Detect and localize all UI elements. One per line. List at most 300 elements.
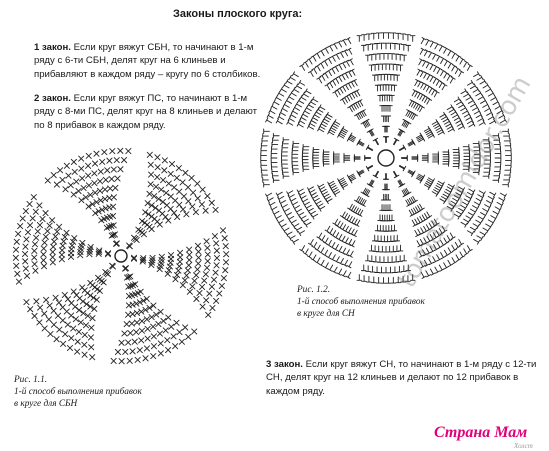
stitch-symbol <box>16 231 21 236</box>
stitch-symbol <box>470 102 476 107</box>
stitch-symbol <box>79 166 84 171</box>
stitch-symbol <box>223 244 228 249</box>
law-2-text: Если круг вяжут ПС, то начинают в 1-м ряду с 8-ми ПС, делят круг на 8 клиньев и делают по 8 прибавок в каждом ряду. <box>34 93 258 131</box>
stitch-symbol <box>58 168 63 173</box>
stitch-symbol <box>295 209 301 214</box>
stitch-symbol <box>427 74 432 80</box>
stitch-symbol <box>390 257 395 263</box>
stitch-symbol <box>86 183 91 188</box>
stitch-symbol <box>155 175 160 180</box>
law-1-label: 1 закон. <box>34 42 71 53</box>
stitch-symbol <box>15 271 20 276</box>
figure-1-caption-line1: 1-й способ выполнения прибавок <box>14 387 142 397</box>
stitch-symbol <box>292 156 298 161</box>
stitch-symbol <box>388 267 393 273</box>
stitch-symbol <box>97 288 102 293</box>
stitch-symbol <box>263 178 269 183</box>
stitch-symbol <box>47 223 52 228</box>
stitch-symbol <box>221 276 226 281</box>
stitch-symbol <box>369 245 374 251</box>
stitch-symbol <box>303 249 308 255</box>
stitch-symbol <box>43 234 48 239</box>
stitch-symbol <box>165 338 170 343</box>
stitch-symbol <box>179 339 184 344</box>
stitch-symbol <box>348 251 353 257</box>
stitch-symbol <box>206 312 211 317</box>
stitch-symbol <box>367 34 372 40</box>
stitch-symbol <box>483 103 489 108</box>
stitch-symbol <box>213 270 218 275</box>
stitch-symbol <box>47 303 52 308</box>
stitch-symbol <box>292 163 298 168</box>
stitch-symbol <box>175 214 180 219</box>
stitch-symbol <box>323 157 329 162</box>
stitch-symbol <box>323 72 328 78</box>
stitch-symbol <box>37 203 42 208</box>
stitch-symbol <box>111 204 116 209</box>
stitch-symbol <box>313 164 319 169</box>
stitch-symbol <box>61 239 66 244</box>
stitch-symbol <box>337 235 342 241</box>
stitch-symbol <box>323 250 328 256</box>
stitch-symbol <box>311 255 316 261</box>
stitch-symbol <box>75 339 80 344</box>
stitch-symbol <box>328 81 333 87</box>
stitch-symbol <box>392 75 397 81</box>
stitch-symbol <box>365 156 371 161</box>
stitch-symbol <box>191 190 196 195</box>
stitch-symbol <box>32 313 37 318</box>
stitch-symbol <box>57 327 62 332</box>
stitch-symbol <box>331 79 336 85</box>
stitch-symbol <box>340 74 345 80</box>
stitch-symbol <box>169 161 174 166</box>
stitch-symbol <box>378 95 383 101</box>
stitch-symbol <box>381 85 386 91</box>
stitch-symbol <box>41 246 46 251</box>
stitch-symbol <box>189 175 194 180</box>
stitch-symbol <box>292 148 298 153</box>
stitch-symbol <box>23 209 28 214</box>
stitch-symbol <box>410 36 415 42</box>
stitch-symbol <box>139 328 144 333</box>
stitch-symbol <box>300 246 305 252</box>
stitch-symbol <box>107 158 112 163</box>
stitch-symbol <box>357 36 362 42</box>
stitch-symbol <box>288 95 294 100</box>
stitch-symbol <box>139 309 144 314</box>
stitch-symbol <box>105 168 110 173</box>
stitch-symbol <box>490 192 496 197</box>
stitch-symbol <box>430 41 435 47</box>
stitch-symbol <box>439 265 444 271</box>
stitch-symbol <box>190 204 195 209</box>
stitch-symbol <box>491 216 497 221</box>
stitch-symbol <box>114 158 119 163</box>
law-2 <box>34 92 266 132</box>
stitch-symbol <box>290 91 296 96</box>
stitch-symbol <box>281 107 287 112</box>
stitch-symbol <box>305 89 311 94</box>
stitch-symbol <box>313 153 319 158</box>
stitch-symbol <box>362 35 367 41</box>
stitch-symbol <box>129 321 134 326</box>
stitch-symbol <box>396 33 401 39</box>
stitch-symbol <box>323 60 328 66</box>
stitch-symbol <box>111 167 116 172</box>
stitch-symbol <box>56 300 61 305</box>
stitch-symbol <box>488 91 494 96</box>
stitch-symbol <box>466 95 472 100</box>
stitch-symbol <box>463 109 469 114</box>
stitch-symbol <box>156 321 161 326</box>
stitch-symbol <box>281 205 287 210</box>
stitch-symbol <box>102 150 107 155</box>
stitch-symbol <box>166 181 171 186</box>
stitch-symbol <box>286 79 292 84</box>
stitch-symbol <box>337 246 342 252</box>
stitch-symbol <box>213 207 218 212</box>
stitch-symbol <box>323 150 329 155</box>
stitch-symbol <box>391 64 396 70</box>
stitch-symbol <box>263 134 269 139</box>
stitch-symbol <box>289 236 295 241</box>
stitch-symbol <box>387 95 392 101</box>
stitch-symbol <box>204 298 209 303</box>
stitch-symbol <box>282 158 288 163</box>
stitch-symbol <box>376 236 381 242</box>
stitch-symbol <box>196 249 201 254</box>
stitch-symbol <box>340 236 345 242</box>
center-chain-ring <box>115 250 127 262</box>
stitch-symbol <box>385 74 390 80</box>
stitch-symbol <box>81 185 86 190</box>
stitch-symbol <box>267 113 273 118</box>
stitch-symbol <box>382 257 387 263</box>
stitch-symbol <box>220 228 225 233</box>
stitch-symbol <box>448 62 453 68</box>
stitch-symbol <box>443 157 449 162</box>
stitch-symbol <box>378 257 383 263</box>
stitch-symbol <box>13 247 18 252</box>
stitch-symbol <box>50 260 55 265</box>
stitch-symbol <box>287 120 293 125</box>
stitch-symbol <box>71 289 76 294</box>
stitch-symbol <box>145 326 150 331</box>
stitch-symbol <box>169 324 174 329</box>
stitch-symbol <box>393 43 398 49</box>
stitch-symbol <box>443 150 449 155</box>
stitch-symbol <box>261 148 267 153</box>
stitch-symbol <box>293 141 299 146</box>
stitch-symbol <box>406 35 411 41</box>
stitch-symbol <box>194 296 199 301</box>
stitch-symbol <box>302 151 308 156</box>
stitch-symbol <box>82 332 87 337</box>
stitch-symbol <box>308 239 313 245</box>
stitch-symbol <box>54 337 59 342</box>
stitch-symbol <box>361 45 366 51</box>
brand-logo: Страна Мам <box>434 424 528 441</box>
stitch-symbol <box>389 225 394 231</box>
stitch-symbol <box>341 271 346 277</box>
stitch-symbol <box>42 326 47 331</box>
stitch-symbol <box>52 239 57 244</box>
stitch-symbol <box>327 253 332 259</box>
stitch-symbol <box>389 236 394 242</box>
stitch-symbol <box>108 186 113 191</box>
stitch-symbol <box>86 153 91 158</box>
stitch-symbol <box>332 267 337 273</box>
stitch-symbol <box>488 220 494 225</box>
stitch-symbol <box>402 55 407 61</box>
stitch-symbol <box>315 258 320 264</box>
stitch-symbol <box>469 122 475 127</box>
stitch-symbol <box>140 219 145 224</box>
stitch-symbol <box>203 208 208 213</box>
stitch-symbol <box>199 202 204 207</box>
stitch-symbol <box>307 58 312 64</box>
stitch-symbol <box>473 106 479 111</box>
stitch-symbol <box>51 322 56 327</box>
stitch-symbol <box>33 209 38 214</box>
stitch-symbol <box>60 305 65 310</box>
stitch-symbol <box>387 215 392 221</box>
stitch-symbol <box>309 100 315 105</box>
stitch-symbol <box>427 98 432 104</box>
stitch-symbol <box>151 334 156 339</box>
stitch-symbol <box>302 161 308 166</box>
stitch-symbol <box>18 224 23 229</box>
stitch-symbol <box>266 193 272 198</box>
stitch-symbol <box>50 218 55 223</box>
stitch-symbol <box>448 260 453 266</box>
stitch-symbol <box>483 209 489 214</box>
stitch-symbol <box>464 61 469 67</box>
stitch-symbol <box>495 165 501 170</box>
stitch-symbol <box>444 47 449 53</box>
stitch-symbol <box>433 77 438 83</box>
stitch-symbol <box>72 169 77 174</box>
stitch-symbol <box>64 230 69 235</box>
stitch-symbol <box>174 175 179 180</box>
stitch-symbol <box>262 139 268 144</box>
figure-2-caption-line1: 1-й способ выполнения прибавок <box>297 297 425 307</box>
stitch-symbol <box>384 43 389 49</box>
stitch-symbol <box>278 91 284 96</box>
stitch-symbol <box>319 260 324 266</box>
stitch-symbol <box>124 322 129 327</box>
stitch-symbol <box>106 251 111 256</box>
stitch-symbol <box>292 72 298 77</box>
stitch-symbol <box>132 255 137 260</box>
stitch-symbol <box>200 284 205 289</box>
stitch-symbol <box>194 273 199 278</box>
stitch-symbol <box>477 75 483 80</box>
stitch-symbol <box>53 234 58 239</box>
stitch-symbol <box>380 64 385 70</box>
stitch-symbol <box>474 239 480 244</box>
stitch-symbol <box>224 252 229 257</box>
stitch-symbol <box>444 72 449 78</box>
stitch-symbol <box>264 182 270 187</box>
stitch-symbol <box>273 133 279 138</box>
stitch-symbol <box>196 255 201 260</box>
stitch-symbol <box>309 211 315 216</box>
stitch-symbol <box>223 260 228 265</box>
stitch-symbol <box>273 178 279 183</box>
stitch-symbol <box>205 252 210 257</box>
stitch-symbol <box>71 326 76 331</box>
stitch-symbol <box>333 91 338 97</box>
stitch-symbol <box>459 70 464 76</box>
stitch-symbol <box>443 152 449 157</box>
stitch-symbol <box>375 267 380 273</box>
stitch-symbol <box>59 257 64 262</box>
stitch-symbol <box>378 54 383 60</box>
stitch-symbol <box>111 358 116 363</box>
stitch-symbol <box>118 167 123 172</box>
stitch-symbol <box>305 106 311 111</box>
stitch-symbol <box>134 330 139 335</box>
stitch-symbol <box>24 300 29 305</box>
watermark: tomatoomidor.com <box>392 71 538 293</box>
stitch-symbol <box>176 268 181 273</box>
stitch-symbol <box>378 225 383 231</box>
stitch-symbol <box>222 236 227 241</box>
stitch-symbol <box>402 45 407 51</box>
stitch-symbol <box>325 226 330 232</box>
stitch-symbol <box>333 219 338 225</box>
stitch-symbol <box>389 85 394 91</box>
stitch-symbol <box>42 240 47 245</box>
stitch-symbol <box>372 235 377 241</box>
stitch-symbol <box>69 336 74 341</box>
stitch-symbol <box>337 269 342 275</box>
stitch-symbol <box>183 170 188 175</box>
stitch-symbol <box>135 357 140 362</box>
stitch-symbol <box>110 149 115 154</box>
stitch-symbol <box>380 95 385 101</box>
law-2-label: 2 закон. <box>34 93 71 104</box>
stitch-symbol <box>269 202 275 207</box>
stitch-symbol <box>300 196 306 201</box>
stitch-symbol <box>467 231 473 236</box>
stitch-symbol <box>494 174 500 179</box>
stitch-symbol <box>180 207 185 212</box>
stitch-symbol <box>109 176 114 181</box>
stitch-symbol <box>303 148 309 153</box>
stitch-symbol <box>387 225 392 231</box>
stitch-symbol <box>480 232 486 237</box>
stitch-symbol <box>331 255 336 261</box>
stitch-symbol <box>286 232 292 237</box>
figure-2-number: Рис. 1.2. <box>297 285 331 295</box>
stitch-symbol <box>276 119 282 124</box>
law-3 <box>266 358 538 398</box>
stitch-symbol <box>323 159 329 164</box>
stitch-symbol <box>392 85 397 91</box>
stitch-symbol <box>187 289 192 294</box>
stitch-symbol <box>51 244 56 249</box>
stitch-symbol <box>335 257 340 263</box>
stitch-symbol <box>391 33 396 39</box>
stitch-symbol <box>426 39 431 45</box>
stitch-symbol <box>122 331 127 336</box>
stitch-symbol <box>200 304 205 309</box>
stitch-symbol <box>273 100 279 105</box>
stitch-symbol <box>35 229 40 234</box>
stitch-symbol <box>158 351 163 356</box>
stitch-symbol <box>505 168 511 173</box>
stitch-symbol <box>32 242 37 247</box>
stitch-symbol <box>453 150 459 155</box>
stitch-symbol <box>361 265 366 271</box>
stitch-symbol <box>187 257 192 262</box>
stitch-symbol <box>63 332 68 337</box>
stitch-symbol <box>25 230 30 235</box>
stitch-symbol <box>76 329 81 334</box>
stitch-symbol <box>476 220 482 225</box>
stitch-symbol <box>337 75 342 81</box>
stitch-symbol <box>38 305 43 310</box>
stitch-symbol <box>98 198 103 203</box>
stitch-symbol <box>223 268 228 273</box>
stitch-symbol <box>61 341 66 346</box>
stitch-symbol <box>468 99 474 104</box>
stitch-symbol <box>476 91 482 96</box>
stitch-symbol <box>187 252 192 257</box>
stitch-symbol <box>197 290 202 295</box>
stitch-symbol <box>288 216 294 221</box>
stitch-symbol <box>157 331 162 336</box>
crochet-diagram-6-wedges <box>0 135 240 375</box>
stitch-symbol <box>182 278 187 283</box>
stitch-symbol <box>379 267 384 273</box>
stitch-symbol <box>302 112 308 117</box>
stitch-symbol <box>384 226 389 232</box>
stitch-symbol <box>261 158 267 163</box>
stitch-symbol <box>456 55 461 61</box>
stitch-symbol <box>366 266 371 272</box>
stitch-symbol <box>23 259 28 264</box>
stitch-symbol <box>128 330 133 335</box>
stitch-symbol <box>334 245 339 251</box>
stitch-symbol <box>88 335 93 340</box>
stitch-symbol <box>406 45 411 51</box>
stitch-symbol <box>379 236 384 242</box>
stitch-symbol <box>390 95 395 101</box>
stitch-symbol <box>504 178 510 183</box>
stitch-symbol <box>392 225 397 231</box>
figure-1-caption <box>14 374 142 410</box>
stitch-symbol <box>126 312 131 317</box>
stitch-symbol <box>174 320 179 325</box>
stitch-symbol <box>209 284 214 289</box>
stitch-symbol <box>34 235 39 240</box>
stitch-symbol <box>97 179 102 184</box>
stitch-symbol <box>131 256 136 261</box>
stitch-symbol <box>32 262 37 267</box>
stitch-symbol <box>300 95 306 100</box>
stitch-symbol <box>295 102 301 107</box>
stitch-symbol <box>275 216 281 221</box>
stitch-symbol <box>443 159 449 164</box>
stitch-symbol <box>137 348 142 353</box>
stitch-symbol <box>319 105 325 110</box>
stitch-symbol <box>95 275 100 280</box>
stitch-symbol <box>70 243 75 248</box>
